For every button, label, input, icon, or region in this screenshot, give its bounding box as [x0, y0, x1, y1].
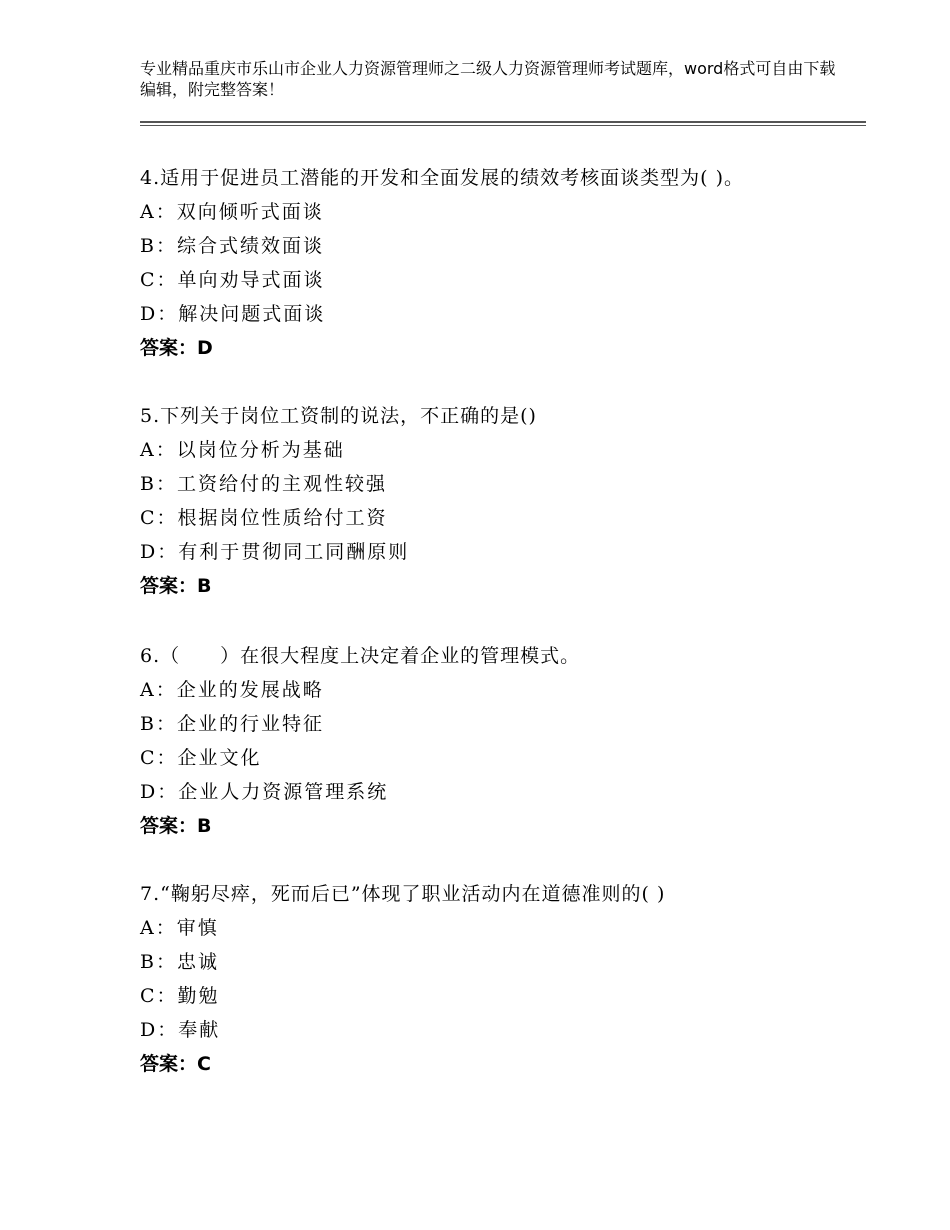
- option-c: C：单向劝导式面谈: [140, 269, 325, 291]
- option-a: A：以岗位分析为基础: [140, 439, 345, 461]
- answer-line: 答案：C: [140, 1053, 211, 1075]
- header-divider: [140, 121, 866, 123]
- question-block: [140, 161, 860, 365]
- option-a: A：双向倾听式面谈: [140, 201, 324, 223]
- option-a: A：企业的发展战略: [140, 679, 324, 701]
- option-b: B：工资给付的主观性较强: [140, 473, 387, 495]
- answer-line: 答案：D: [140, 337, 213, 359]
- option-b: B：忠诚: [140, 951, 219, 973]
- header-divider-thin: [140, 125, 866, 126]
- question-block: [140, 877, 860, 1081]
- question-stem: 6.（ ）在很大程度上决定着企业的管理模式。: [140, 645, 581, 667]
- option-a: A：审慎: [140, 917, 219, 939]
- option-c: C：根据岗位性质给付工资: [140, 507, 388, 529]
- option-c: C：企业文化: [140, 747, 262, 769]
- answer-line: 答案：B: [140, 575, 212, 597]
- question-block: [140, 639, 860, 843]
- option-d: D：奉献: [140, 1019, 221, 1041]
- question-block: [140, 399, 860, 603]
- document-header: [140, 58, 840, 100]
- question-stem: 7.“鞠躬尽瘁，死而后已”体现了职业活动内在道德准则的( ): [140, 883, 666, 905]
- question-stem: 5.下列关于岗位工资制的说法，不正确的是(): [140, 405, 537, 427]
- option-d: D：有利于贯彻同工同酬原则: [140, 541, 410, 563]
- option-d: D：解决问题式面谈: [140, 303, 326, 325]
- option-d: D：企业人力资源管理系统: [140, 781, 389, 803]
- answer-line: 答案：B: [140, 815, 212, 837]
- header-title: 专业精品重庆市乐山市企业人力资源管理师之二级人力资源管理师考试题库，word格式可自由下载编辑，附完整答案！: [140, 59, 836, 99]
- option-b: B：企业的行业特征: [140, 713, 324, 735]
- option-c: C：勤勉: [140, 985, 220, 1007]
- option-b: B：综合式绩效面谈: [140, 235, 324, 257]
- question-stem: 4.适用于促进员工潜能的开发和全面发展的绩效考核面谈类型为( )。: [140, 167, 744, 189]
